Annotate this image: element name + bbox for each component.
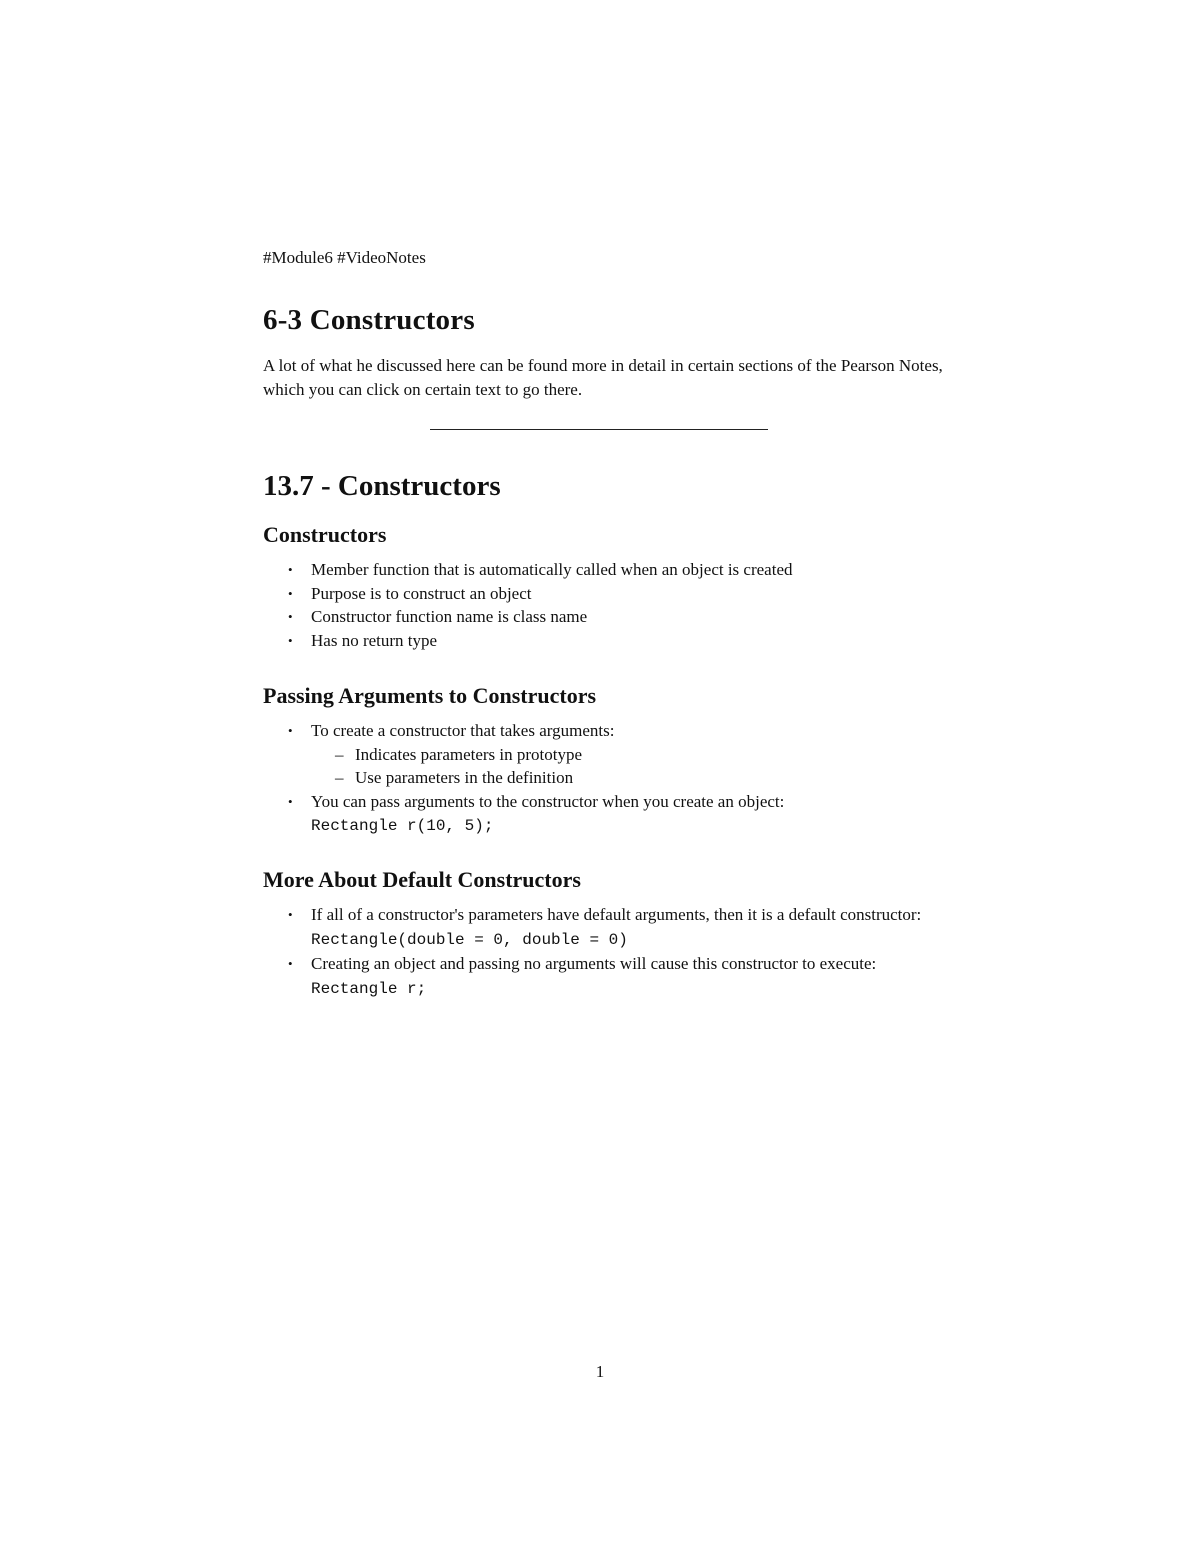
list-item-text: You can pass arguments to the constructor when you create an object: (311, 791, 785, 811)
page-title: 6-3 Constructors (263, 304, 475, 336)
code-snippet: Rectangle r(10, 5); (311, 817, 494, 835)
code-snippet: Rectangle r; (311, 979, 427, 998)
subsection-heading: Passing Arguments to Constructors (263, 683, 597, 708)
list-item-text: If all of a constructor's parameters have default arguments, then it is a default constructor: (311, 905, 922, 924)
bullet-list (263, 719, 943, 839)
list-item: • Has no return type (263, 629, 943, 653)
subsection-heading: More About Default Constructors (263, 867, 581, 892)
sub-list (311, 743, 943, 790)
sub-list-item: – Indicates parameters in prototype (311, 743, 943, 767)
page-number: 1 (595, 1362, 605, 1381)
list-item (263, 719, 943, 790)
list-item (263, 952, 943, 1001)
subsection-heading: Constructors (263, 522, 387, 547)
page-content (263, 246, 943, 998)
list-item-text: To create a constructor that takes arguments: (311, 721, 615, 740)
sub-list-item: – Use parameters in the definition (311, 766, 943, 790)
bullet-list (263, 903, 943, 1001)
list-item (263, 903, 943, 952)
list-item: • Constructor function name is class name (263, 605, 943, 629)
intro-paragraph: A lot of what he discussed here can be found more in detail in certain sections of the Pearson Notes, which you can click on certain text to go there. (263, 356, 943, 399)
horizontal-rule (430, 429, 768, 430)
list-item: • Member function that is automatically called when an object is created (263, 558, 943, 582)
section-title: 13.7 - Constructors (263, 470, 501, 502)
bullet-list (263, 558, 943, 652)
tags-line: #Module6 #VideoNotes (263, 248, 426, 267)
list-item (263, 790, 943, 839)
code-snippet: Rectangle(double = 0, double = 0) (311, 930, 628, 949)
subsection-passing-arguments (263, 682, 943, 839)
list-item-text: Creating an object and passing no arguments will cause this constructor to execute: (311, 954, 877, 973)
list-item: • Purpose is to construct an object (263, 582, 943, 606)
subsection-default-constructors (263, 866, 943, 1001)
subsection-constructors (263, 521, 943, 652)
